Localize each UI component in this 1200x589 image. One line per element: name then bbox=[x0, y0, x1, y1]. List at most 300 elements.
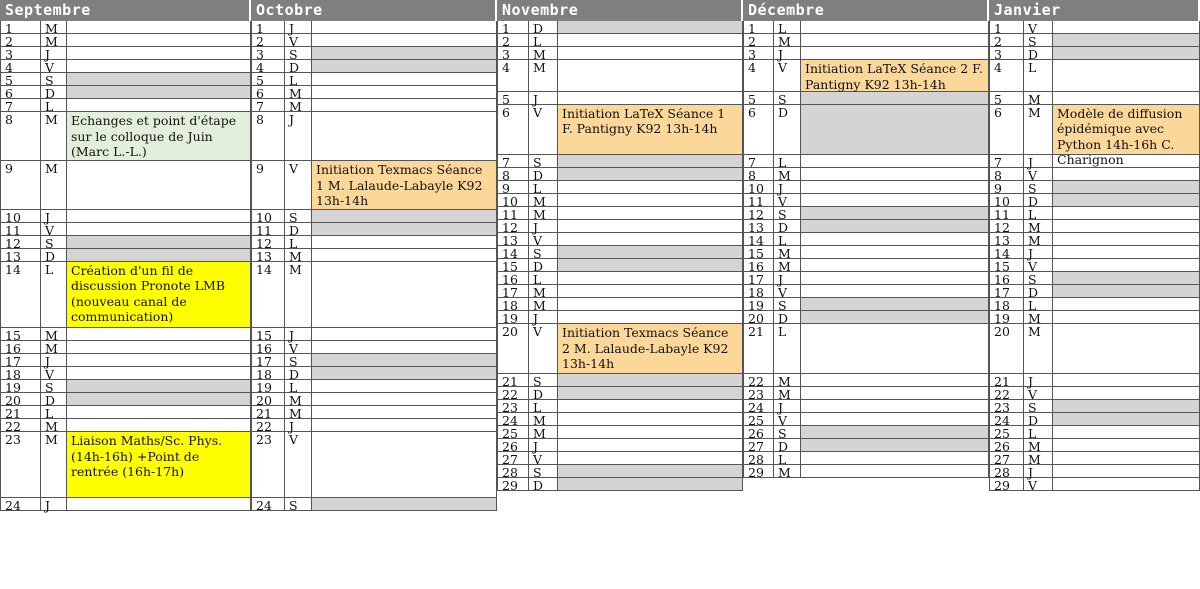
day-number: 23 bbox=[497, 400, 529, 412]
day-row bbox=[743, 259, 989, 272]
day-number: 14 bbox=[0, 262, 41, 327]
empty-event-cell bbox=[312, 60, 497, 72]
day-of-week: L bbox=[774, 324, 801, 373]
day-number: 21 bbox=[0, 406, 41, 418]
empty-event-cell bbox=[1053, 374, 1200, 386]
empty-event-cell bbox=[801, 34, 989, 46]
month-column-octobre bbox=[251, 0, 497, 589]
day-row bbox=[743, 181, 989, 194]
day-number: 17 bbox=[497, 285, 529, 297]
day-number: 12 bbox=[497, 220, 529, 232]
empty-event-cell bbox=[67, 380, 251, 392]
day-number: 20 bbox=[497, 324, 529, 373]
day-of-week: L bbox=[529, 400, 558, 412]
day-number: 12 bbox=[989, 220, 1024, 232]
day-row bbox=[0, 328, 251, 341]
day-of-week: M bbox=[41, 432, 67, 497]
day-of-week: L bbox=[1024, 207, 1053, 219]
day-of-week: V bbox=[41, 60, 67, 72]
day-number: 26 bbox=[497, 439, 529, 451]
day-of-week: D bbox=[285, 367, 312, 379]
day-of-week: V bbox=[1024, 478, 1053, 490]
day-number: 19 bbox=[743, 298, 774, 310]
day-number: 14 bbox=[743, 233, 774, 245]
empty-event-cell bbox=[67, 249, 251, 261]
day-number: 23 bbox=[0, 432, 41, 497]
empty-event-cell bbox=[1053, 400, 1200, 412]
empty-event-cell bbox=[1053, 246, 1200, 258]
day-number: 10 bbox=[0, 210, 41, 222]
day-number: 25 bbox=[989, 426, 1024, 438]
day-row bbox=[989, 47, 1200, 63]
empty-event-cell bbox=[558, 168, 743, 180]
day-of-week: M bbox=[529, 413, 558, 425]
day-number: 24 bbox=[251, 498, 285, 510]
day-of-week: J bbox=[529, 311, 558, 323]
day-of-week: V bbox=[529, 452, 558, 464]
day-number: 28 bbox=[497, 465, 529, 477]
empty-event-cell bbox=[558, 60, 743, 91]
empty-event-cell bbox=[1053, 34, 1200, 46]
day-row bbox=[497, 465, 743, 481]
month-header: Octobre bbox=[251, 0, 497, 21]
day-row bbox=[497, 259, 743, 272]
day-row bbox=[743, 207, 989, 220]
day-row bbox=[743, 246, 989, 259]
day-of-week: J bbox=[529, 439, 558, 451]
day-of-week: S bbox=[529, 374, 558, 386]
day-of-week: D bbox=[41, 393, 67, 405]
day-number: 17 bbox=[0, 354, 41, 366]
day-row bbox=[0, 380, 251, 393]
empty-event-cell bbox=[801, 465, 989, 477]
day-of-week: M bbox=[285, 262, 312, 327]
day-of-week: D bbox=[285, 60, 312, 72]
event-text: Création d'un fil de discussion Pronote LMB (nouveau canal de communication) bbox=[71, 262, 226, 325]
empty-event-cell bbox=[558, 452, 743, 464]
day-of-week: V bbox=[1024, 168, 1053, 180]
day-row bbox=[497, 478, 743, 494]
event-cell bbox=[1053, 105, 1200, 168]
day-number: 7 bbox=[0, 99, 41, 111]
day-of-week: V bbox=[774, 194, 801, 206]
day-row bbox=[989, 259, 1200, 272]
day-number: 17 bbox=[743, 272, 774, 284]
day-of-week: M bbox=[529, 47, 558, 59]
empty-event-cell bbox=[558, 47, 743, 59]
day-number: 24 bbox=[989, 413, 1024, 425]
day-of-week: L bbox=[529, 34, 558, 46]
day-row bbox=[497, 105, 743, 155]
day-of-week: D bbox=[1024, 194, 1053, 206]
day-number: 13 bbox=[497, 233, 529, 245]
empty-event-cell bbox=[801, 259, 989, 271]
empty-event-cell bbox=[1053, 387, 1200, 399]
day-of-week: J bbox=[41, 354, 67, 366]
day-of-week: J bbox=[1024, 246, 1053, 258]
day-number: 5 bbox=[251, 73, 285, 85]
event-text: Echanges et point d'étape sur le colloque de Juin (Marc L.-L.) bbox=[71, 113, 237, 160]
empty-event-cell bbox=[67, 236, 251, 248]
day-row bbox=[0, 262, 251, 328]
day-of-week: J bbox=[1024, 374, 1053, 386]
day-number: 15 bbox=[743, 246, 774, 258]
day-row bbox=[743, 34, 989, 50]
day-row bbox=[251, 47, 497, 63]
day-row bbox=[989, 233, 1200, 246]
day-number: 2 bbox=[989, 34, 1024, 46]
empty-event-cell bbox=[312, 223, 497, 235]
empty-event-cell bbox=[801, 194, 989, 206]
day-number: 3 bbox=[989, 47, 1024, 59]
day-row bbox=[251, 262, 497, 328]
month-column-novembre bbox=[497, 0, 743, 589]
month-column-decembre bbox=[743, 0, 989, 589]
day-of-week: M bbox=[1024, 324, 1053, 373]
day-number: 15 bbox=[989, 259, 1024, 271]
empty-event-cell bbox=[1053, 324, 1200, 373]
empty-event-cell bbox=[67, 99, 251, 111]
empty-event-cell bbox=[1053, 60, 1200, 91]
empty-event-cell bbox=[801, 272, 989, 284]
day-of-week: M bbox=[285, 249, 312, 261]
day-row bbox=[497, 387, 743, 400]
day-row bbox=[0, 498, 251, 511]
day-number: 16 bbox=[0, 341, 41, 353]
day-number: 16 bbox=[251, 341, 285, 353]
day-row bbox=[497, 426, 743, 442]
empty-event-cell bbox=[801, 285, 989, 297]
empty-event-cell bbox=[312, 112, 497, 160]
empty-event-cell bbox=[312, 354, 497, 366]
day-of-week: V bbox=[41, 367, 67, 379]
empty-event-cell bbox=[67, 341, 251, 353]
day-number: 16 bbox=[989, 272, 1024, 284]
day-number: 8 bbox=[743, 168, 774, 180]
day-of-week: J bbox=[1024, 465, 1053, 477]
empty-event-cell bbox=[801, 374, 989, 386]
empty-event-cell bbox=[558, 246, 743, 258]
day-of-week: J bbox=[774, 272, 801, 284]
day-row bbox=[251, 406, 497, 419]
day-of-week: M bbox=[1024, 439, 1053, 451]
empty-event-cell bbox=[67, 367, 251, 379]
empty-event-cell bbox=[801, 413, 989, 425]
day-number: 10 bbox=[743, 181, 774, 193]
day-of-week: D bbox=[1024, 47, 1053, 59]
empty-event-cell bbox=[558, 207, 743, 219]
empty-event-cell bbox=[1053, 47, 1200, 59]
day-number: 6 bbox=[497, 105, 529, 154]
day-row bbox=[743, 426, 989, 442]
day-row bbox=[497, 298, 743, 314]
day-row bbox=[497, 47, 743, 63]
day-of-week: M bbox=[774, 259, 801, 271]
empty-event-cell bbox=[558, 465, 743, 477]
month-header: Septembre bbox=[0, 0, 251, 21]
empty-event-cell bbox=[67, 419, 251, 431]
day-number: 14 bbox=[989, 246, 1024, 258]
day-number: 4 bbox=[497, 60, 529, 91]
event-cell bbox=[312, 161, 497, 209]
day-number: 10 bbox=[497, 194, 529, 206]
empty-event-cell bbox=[558, 374, 743, 386]
empty-event-cell bbox=[312, 432, 497, 497]
day-row bbox=[989, 181, 1200, 194]
day-row bbox=[743, 387, 989, 400]
day-of-week: V bbox=[285, 34, 312, 46]
day-row bbox=[251, 60, 497, 76]
day-of-week: M bbox=[41, 161, 67, 209]
day-row bbox=[0, 432, 251, 498]
day-row bbox=[497, 233, 743, 246]
empty-event-cell bbox=[558, 21, 743, 33]
empty-event-cell bbox=[1053, 285, 1200, 297]
day-of-week: S bbox=[41, 236, 67, 248]
empty-event-cell bbox=[312, 380, 497, 392]
empty-event-cell bbox=[801, 233, 989, 245]
day-of-week: D bbox=[1024, 285, 1053, 297]
day-of-week: M bbox=[529, 426, 558, 438]
day-row bbox=[497, 452, 743, 468]
day-row bbox=[743, 60, 989, 92]
day-number: 6 bbox=[743, 105, 774, 154]
empty-event-cell bbox=[558, 155, 743, 167]
day-of-week: M bbox=[1024, 311, 1053, 323]
day-row bbox=[989, 439, 1200, 455]
day-row bbox=[497, 400, 743, 416]
day-of-week: M bbox=[41, 328, 67, 340]
day-number: 2 bbox=[743, 34, 774, 46]
day-number: 13 bbox=[743, 220, 774, 232]
empty-event-cell bbox=[67, 60, 251, 72]
day-number: 1 bbox=[251, 21, 285, 33]
day-number: 9 bbox=[251, 161, 285, 209]
day-of-week: S bbox=[529, 155, 558, 167]
empty-event-cell bbox=[801, 47, 989, 59]
empty-event-cell bbox=[558, 272, 743, 284]
day-row bbox=[989, 92, 1200, 105]
day-number: 21 bbox=[989, 374, 1024, 386]
day-number: 11 bbox=[743, 194, 774, 206]
day-number: 19 bbox=[989, 311, 1024, 323]
day-row bbox=[497, 21, 743, 34]
day-of-week: L bbox=[41, 99, 67, 111]
day-row bbox=[743, 47, 989, 63]
day-of-week: S bbox=[41, 380, 67, 392]
day-number: 2 bbox=[251, 34, 285, 46]
day-row bbox=[251, 236, 497, 249]
day-row bbox=[989, 104, 1200, 168]
empty-event-cell bbox=[312, 236, 497, 248]
day-of-week: J bbox=[774, 47, 801, 59]
day-row bbox=[743, 465, 989, 481]
day-number: 20 bbox=[251, 393, 285, 405]
day-row bbox=[497, 324, 743, 374]
day-of-week: L bbox=[285, 380, 312, 392]
day-row bbox=[989, 34, 1200, 50]
event-cell bbox=[801, 60, 989, 91]
empty-event-cell bbox=[1053, 298, 1200, 310]
event-text: Initiation Texmacs Séance 1 M. Lalaude-Labayle K92 13h-14h bbox=[316, 162, 483, 209]
day-of-week: S bbox=[529, 465, 558, 477]
day-row bbox=[0, 86, 251, 102]
day-row bbox=[989, 21, 1200, 34]
day-row bbox=[743, 413, 989, 429]
day-row bbox=[497, 374, 743, 387]
day-of-week: V bbox=[1024, 21, 1053, 33]
day-row bbox=[743, 285, 989, 301]
day-of-week: S bbox=[285, 47, 312, 59]
day-row bbox=[497, 194, 743, 207]
day-of-week: L bbox=[774, 155, 801, 167]
day-of-week: M bbox=[529, 285, 558, 297]
day-of-week: M bbox=[774, 34, 801, 46]
day-number: 22 bbox=[251, 419, 285, 431]
day-of-week: M bbox=[285, 393, 312, 405]
empty-event-cell bbox=[558, 311, 743, 323]
day-of-week: D bbox=[41, 249, 67, 261]
empty-event-cell bbox=[312, 249, 497, 261]
empty-event-cell bbox=[801, 311, 989, 323]
day-of-week: D bbox=[774, 439, 801, 451]
day-number: 18 bbox=[497, 298, 529, 310]
day-number: 10 bbox=[989, 194, 1024, 206]
day-row bbox=[0, 112, 251, 161]
day-of-week: D bbox=[774, 220, 801, 232]
day-of-week: S bbox=[774, 426, 801, 438]
month-header: Janvier bbox=[989, 0, 1200, 21]
day-row bbox=[0, 21, 251, 34]
day-of-week: D bbox=[774, 105, 801, 154]
day-number: 11 bbox=[251, 223, 285, 235]
empty-event-cell bbox=[558, 220, 743, 232]
day-number: 18 bbox=[743, 285, 774, 297]
empty-event-cell bbox=[312, 328, 497, 340]
day-number: 22 bbox=[743, 374, 774, 386]
day-number: 6 bbox=[989, 105, 1024, 154]
day-of-week: S bbox=[285, 498, 312, 510]
day-of-week: V bbox=[529, 324, 558, 373]
event-cell bbox=[67, 262, 251, 327]
day-of-week: L bbox=[41, 262, 67, 327]
day-row bbox=[989, 400, 1200, 416]
day-number: 8 bbox=[497, 168, 529, 180]
empty-event-cell bbox=[312, 210, 497, 222]
day-number: 3 bbox=[251, 47, 285, 59]
day-row bbox=[497, 285, 743, 301]
day-of-week: M bbox=[774, 465, 801, 477]
day-of-week: S bbox=[774, 92, 801, 104]
day-row bbox=[251, 73, 497, 89]
day-of-week: M bbox=[41, 34, 67, 46]
day-number: 26 bbox=[989, 439, 1024, 451]
day-of-week: J bbox=[285, 112, 312, 160]
month-header: Novembre bbox=[497, 0, 743, 21]
day-number: 29 bbox=[989, 478, 1024, 490]
event-text: Modèle de diffusion épidémique avec Python 14h-16h C. Charignon bbox=[1057, 105, 1183, 168]
day-number: 3 bbox=[497, 47, 529, 59]
empty-event-cell bbox=[558, 478, 743, 490]
empty-event-cell bbox=[801, 298, 989, 310]
day-number: 15 bbox=[497, 259, 529, 271]
day-number: 15 bbox=[251, 328, 285, 340]
day-number: 1 bbox=[989, 21, 1024, 33]
day-of-week: V bbox=[285, 432, 312, 497]
day-of-week: J bbox=[774, 400, 801, 412]
event-cell bbox=[67, 432, 251, 497]
day-of-week: D bbox=[529, 259, 558, 271]
day-number: 5 bbox=[989, 92, 1024, 104]
day-row bbox=[0, 341, 251, 354]
day-of-week: V bbox=[1024, 387, 1053, 399]
day-of-week: S bbox=[41, 73, 67, 85]
day-row bbox=[497, 34, 743, 50]
day-number: 9 bbox=[0, 161, 41, 209]
empty-event-cell bbox=[312, 341, 497, 353]
empty-event-cell bbox=[67, 86, 251, 98]
day-row bbox=[0, 99, 251, 115]
empty-event-cell bbox=[312, 393, 497, 405]
day-number: 18 bbox=[251, 367, 285, 379]
day-number: 18 bbox=[989, 298, 1024, 310]
day-of-week: J bbox=[1024, 155, 1053, 167]
day-row bbox=[251, 432, 497, 498]
day-row bbox=[497, 207, 743, 220]
day-row bbox=[0, 47, 251, 63]
day-number: 11 bbox=[0, 223, 41, 235]
empty-event-cell bbox=[67, 47, 251, 59]
day-of-week: L bbox=[774, 233, 801, 245]
day-row bbox=[251, 86, 497, 102]
day-of-week: L bbox=[41, 406, 67, 418]
empty-event-cell bbox=[312, 406, 497, 418]
day-of-week: V bbox=[774, 60, 801, 91]
day-row bbox=[743, 194, 989, 207]
day-number: 1 bbox=[0, 21, 41, 33]
empty-event-cell bbox=[558, 413, 743, 425]
day-number: 5 bbox=[497, 92, 529, 104]
day-number: 27 bbox=[989, 452, 1024, 464]
day-of-week: M bbox=[774, 374, 801, 386]
day-of-week: V bbox=[774, 413, 801, 425]
day-of-week: M bbox=[529, 60, 558, 91]
day-row bbox=[0, 161, 251, 210]
day-number: 8 bbox=[989, 168, 1024, 180]
day-number: 21 bbox=[497, 374, 529, 386]
day-row bbox=[743, 311, 989, 327]
empty-event-cell bbox=[67, 34, 251, 46]
day-row bbox=[989, 155, 1200, 168]
day-of-week: V bbox=[1024, 259, 1053, 271]
empty-event-cell bbox=[801, 21, 989, 33]
day-of-week: M bbox=[41, 419, 67, 431]
day-number: 5 bbox=[743, 92, 774, 104]
day-of-week: S bbox=[285, 210, 312, 222]
empty-event-cell bbox=[1053, 259, 1200, 271]
empty-event-cell bbox=[801, 105, 989, 154]
day-number: 23 bbox=[251, 432, 285, 497]
empty-event-cell bbox=[801, 220, 989, 232]
day-row bbox=[251, 393, 497, 406]
day-row bbox=[251, 367, 497, 380]
day-row bbox=[743, 220, 989, 233]
empty-event-cell bbox=[801, 452, 989, 464]
day-row bbox=[497, 168, 743, 181]
day-row bbox=[251, 380, 497, 393]
day-of-week: J bbox=[529, 220, 558, 232]
empty-event-cell bbox=[1053, 439, 1200, 451]
